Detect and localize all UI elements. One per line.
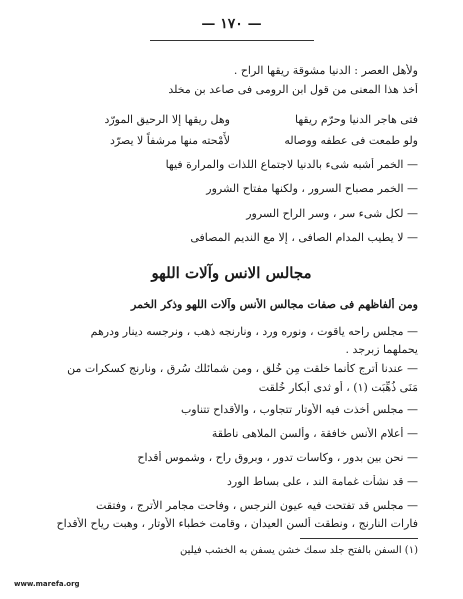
footnote-rule xyxy=(300,538,418,539)
poem-verse xyxy=(40,113,418,127)
text-line: — مجلس راحه ياقوت ، ونوره ورد ، ونارنجه ذهب ، ونرجسه دينار ودرهم xyxy=(90,325,418,338)
verse-hemistich-right: ولو طمعت فى عطفه ووصاله xyxy=(284,134,418,147)
text-line: — لكل شىء سر ، وسر الراح السرور xyxy=(246,207,418,220)
verse-hemistich-right: فتى هاجر الدنيا وحرّم ريقها xyxy=(294,113,418,126)
text-line: — الخمر مصباح السرور ، ولكنها مفتاح الشرور xyxy=(206,182,418,195)
subheading: ومن ألفاظهم فى صفات مجالس الأنس وآلات اللهو وذكر الخمر xyxy=(131,298,418,311)
poem-verse xyxy=(40,134,418,148)
source-url: www.marefa.org xyxy=(14,580,80,588)
header-rule xyxy=(150,40,314,41)
text-line: ولأهل العصر : الدنيا مشوقة ريقها الراح . xyxy=(233,64,418,77)
verse-hemistich-left: وهل ريقها إلا الرحيق المورّد xyxy=(104,113,230,126)
text-line: يحملهما زبرجد . xyxy=(345,343,418,356)
page-number: — ١٧٠ — xyxy=(201,16,262,32)
text-line: — عندنا أترج كأنما خلقت مِن خُلق ، ومن شمائلك سُرق ، ونارنج كسكرات من xyxy=(67,362,418,375)
text-line: أخذ هذا المعنى من قول ابن الرومى فى صاعد بن مخلد xyxy=(168,83,418,96)
text-line: — أعلام الأنس خافقة ، وألسن الملاهى ناطقة xyxy=(211,427,418,440)
text-line: فارات النارنج ، ونطقت ألسن العيدان ، وقامت خطباء الأوتار ، وهبت رياح الأقداح xyxy=(56,517,418,530)
text-line: — نحن بين بدور ، وكاسات تدور ، وبروق راح ، وشموس أقداح xyxy=(137,451,418,464)
section-heading: مجالس الانس وآلات اللهو xyxy=(151,264,312,282)
text-line: مَنَى ذُهِّبَت (١) ، أو ثدى أبكار خُلقت xyxy=(258,381,418,394)
text-line: — قد نشأت غمامة الند ، على بساط الورد xyxy=(227,475,418,488)
footnote: (١) السفن بالفتح جلد سمك خشن يسفن به الخشب فيلين xyxy=(180,545,418,556)
verse-hemistich-left: لأَمْحته منها مرشفاً لا يصرّد xyxy=(109,134,230,147)
text-line: — مجلس قد تفتحت فيه عيون النرجس ، وفاحت مجامر الأترج ، وفتقت xyxy=(96,499,418,512)
text-line: — مجلس أخذت فيه الأوتار تتجاوب ، والأقداح تتناوب xyxy=(180,403,418,416)
text-line: — لا يطيب المدام الصافى ، إلا مع النديم المصافى xyxy=(190,231,418,244)
text-line: — الخمر أشبه شىء بالدنيا لاجتماع اللذات والمرارة فيها xyxy=(165,158,418,171)
